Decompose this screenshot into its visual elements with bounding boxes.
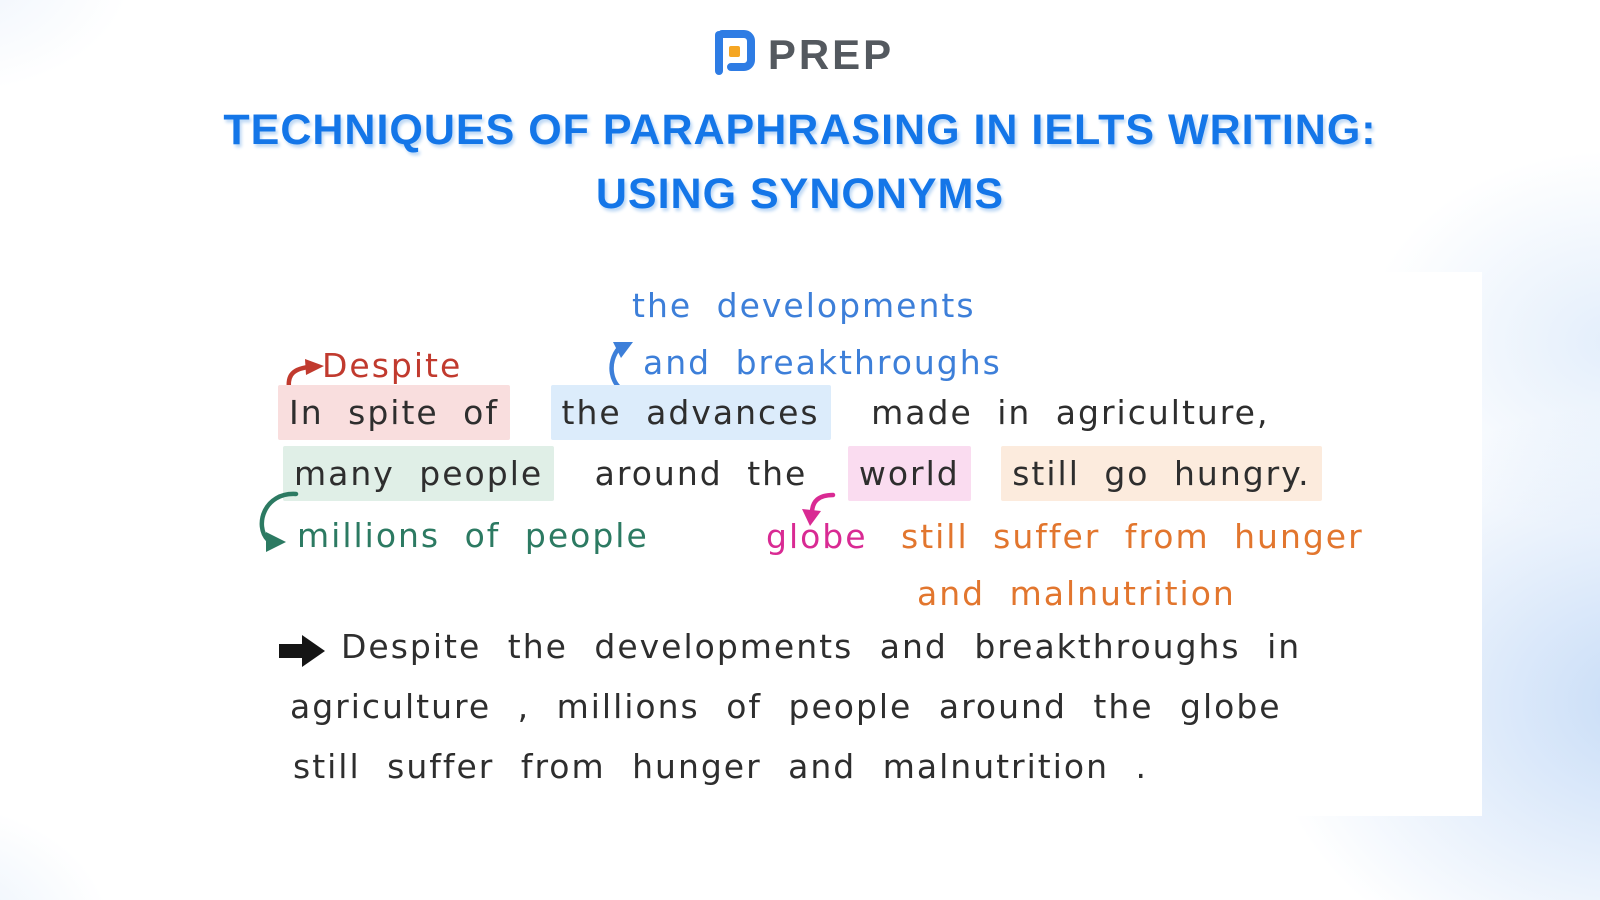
highlight-still-go-hungry: still go hungry. [1001,446,1321,501]
paraphrase-line1: Despite the developments and breakthroughs in [341,627,1302,666]
page-title-line1: TECHNIQUES OF PARAPHRASING IN IELTS WRITING: [223,106,1377,154]
highlight-in-spite-of: In spite of [278,385,510,440]
synonym-developments-line1: the developments [632,286,976,325]
original-sentence-line1 [278,393,1269,433]
synonym-suffer-line2: and malnutrition [917,574,1236,613]
synonym-globe: globe [766,517,868,556]
synonym-developments-line2: and breakthroughs [643,343,1002,382]
sentence-made-in-agriculture: made in agriculture, [871,393,1270,432]
prep-logo-icon [706,26,756,84]
paraphrase-line2: agriculture , millions of people around the globe [290,687,1282,726]
highlight-world: world [848,446,971,501]
brand-logo [0,26,1600,84]
highlight-the-advances: the advances [551,385,831,440]
page-title-line2: USING SYNONYMS [595,170,1005,218]
black-right-arrow-icon [275,631,329,671]
synonym-suffer-line1: still suffer from hunger [901,517,1364,556]
synonym-despite: Despite [322,346,463,385]
synonym-millions-of-people: millions of people [297,516,649,555]
paraphrase-line3: still suffer from hunger and malnutrition . [293,747,1148,786]
sentence-around-the: around the [594,454,808,493]
brand-name: PREP [767,31,895,78]
highlight-many-people: many people [283,446,554,501]
